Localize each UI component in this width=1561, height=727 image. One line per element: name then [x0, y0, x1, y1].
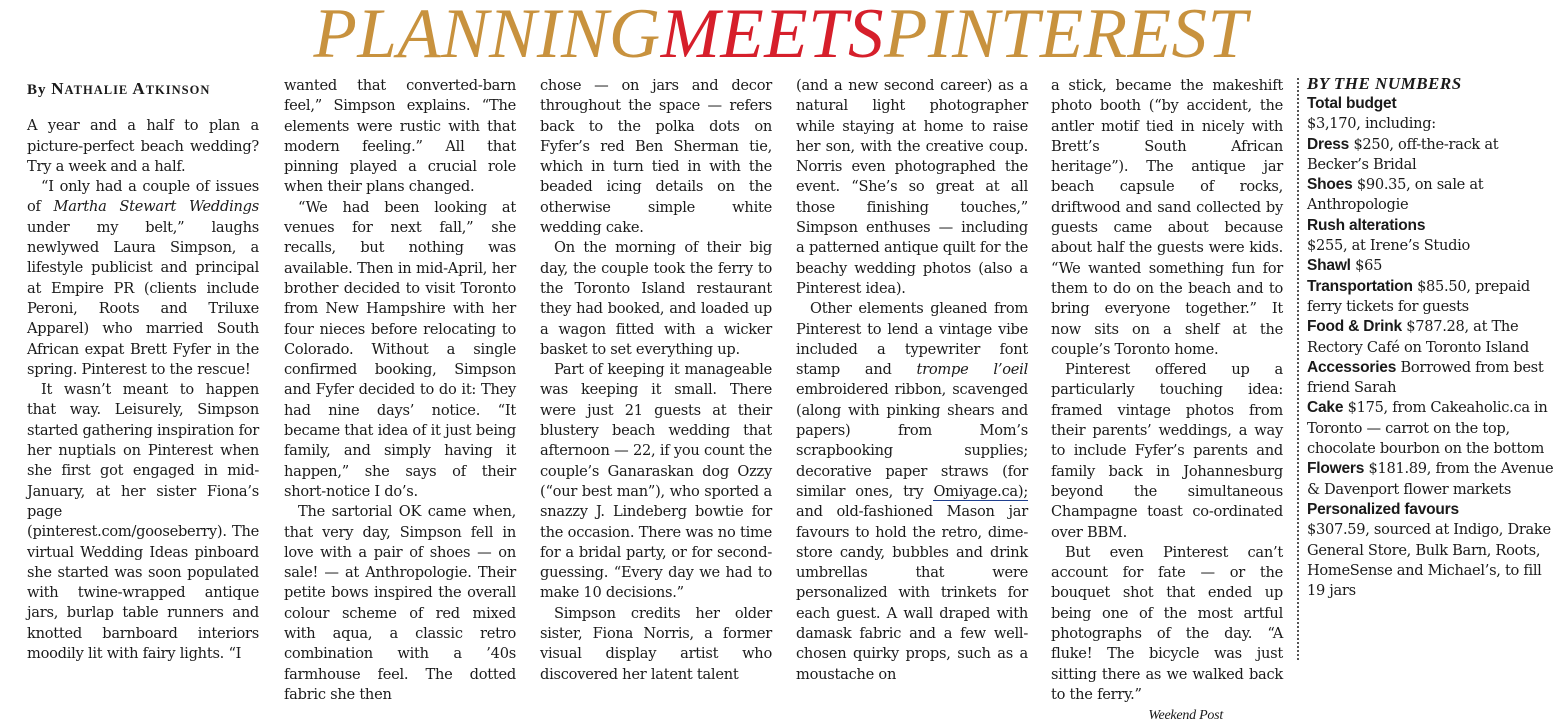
budget-item-shawl: Shawl $65	[1307, 257, 1383, 275]
article-column-4	[796, 76, 1028, 685]
paragraph: But even Pinterest can’t account for fate — or the bouquet shot that ended up being one of the most artful photographs of the day. “A fluke! The bicycle was just sitting there as we walked back to the ferry.”	[1051, 543, 1283, 703]
paragraph: The sartorial OK came when, that very day, Simpson fell in love with a pair of shoes — on sale! — at Anthropologie. Their petite bows inspired the overall colour scheme of red mixed with aqua, a classic retro combination with a ’40s farmhouse feel. The dotted fabric she then	[284, 503, 516, 703]
budget-item-accessories: Accessories Borrowed from best friend Sarah	[1307, 358, 1544, 397]
article-column-5	[1051, 76, 1283, 727]
budget-item-alterations: Rush alterations $255, at Irene’s Studio	[1307, 216, 1470, 255]
magazine-title: Martha Stewart Weddings	[53, 198, 260, 216]
paragraph: Part of keeping it manageable was keeping it small. There were just 21 guests at their blustery beach wedding that afternoon — 22, if you count the couple’s Ganaraskan dog Ozzy (“our best man”), who sported a snazzy J. Lindeberg bowtie for the occasion. There was no time for a bridal party, or for second-guessing. “Every day we had to make 10 decisions.”	[540, 361, 772, 602]
budget-item-cake: Cake $175, from Cakeaholic.ca in Toronto — carrot on the top, chocolate bourbon on the bottom	[1307, 399, 1548, 458]
source-credit: Weekend Post	[1148, 708, 1223, 724]
headline	[0, 0, 1561, 74]
article-column-1	[27, 76, 259, 664]
budget-item-favours: Personalized favours $307.59, sourced at Indigo, Drake General Store, Bulk Barn, Roots, HomeSense and Michael’s, to fill 19 jars	[1307, 500, 1551, 600]
paragraph: On the morning of their big day, the couple took the ferry to the Toronto Island restaurant they had booked, and loaded up a wagon fitted with a wicker basket to set everything up.	[540, 239, 772, 358]
byline-last-initial: A	[132, 79, 146, 98]
omiyage-link[interactable]: Omiyage.ca);	[933, 482, 1028, 500]
budget-item-shoes: Shoes $90.35, on sale at Anthropologie	[1307, 176, 1484, 214]
sidebar-divider	[1297, 78, 1299, 660]
headline-part-planning: PLANNING	[313, 0, 661, 73]
paragraph: wanted that converted-barn feel,” Simpson explains. “The elements were rustic with that modern feeling.” All that pinning played a crucial role when their plans changed.	[284, 77, 516, 196]
headline-part-pinterest: PINTEREST	[884, 0, 1248, 73]
paragraph: a stick, became the makeshift photo booth (“by accident, the antler motif tied in nicely with Brett’s South African heritage”). The antique jar beach capsule of rocks, driftwood and sand collected by guests came about because about half the guests were kids. “We wanted something fun for them to do on the beach and to bring everyone together.” It now sits on a shelf at the couple’s Toronto home.	[1051, 77, 1283, 358]
byline-first-rest: ATHALIE	[64, 83, 133, 97]
paragraph: (and a new second career) as a natural light photographer while staying at home to raise her son, with the creative coup. Norris even photographed the event. “She’s so great at all those finishing touches,” Simpson enthuses — including a patterned antique quilt for the beachy wedding photos (also a Pinterest idea).	[796, 77, 1028, 297]
article-column-3	[540, 76, 772, 685]
headline-part-meets: MEETS	[660, 0, 885, 73]
budget-item-total: Total budget $3,170, including:	[1307, 95, 1436, 133]
paragraph: It wasn’t meant to happen that way. Leisurely, Simpson started gathering inspiration for her nuptials on Pinterest when she first got engaged in mid-January, at her sister Fiona’s page (pinterest.com/gooseberry). The virtual Wedding Ideas pinboard she started was soon populated with twine-wrapped antique jars, burlap table runners and knotted barnboard interiors moodily lit with fairy lights. “I	[27, 381, 259, 663]
paragraph: Pinterest offered up a particularly touching idea: framed vintage photos from their parents’ weddings, a way to include Fyfer’s parents and family back in Johannesburg beyond the simultaneous Champagne toast co-ordinated over BBM.	[1051, 361, 1283, 541]
byline-prefix: By	[27, 82, 52, 98]
sidebar-list	[1307, 94, 1557, 601]
paragraph: Other elements gleaned from Pinterest to lend a vintage vibe included a typewriter font stamp and trompe l’oeil embroidered ribbon, scavenged (along with pinking shears and papers) from Mom’s scrapbooking supplies; decorative paper straws (for similar ones, try Omiyage.ca); and old-fashioned Mason jar favours to hold the retro, dime-store candy, bubbles and drink umbrellas that were personalized with trinkets for each guest. A wall draped with damask fabric and a few well-chosen quirky props, such as a moustache on	[796, 300, 1028, 683]
budget-item-dress: Dress $250, off-the-rack at Becker’s Bridal	[1307, 135, 1499, 173]
byline-last-rest: TKINSON	[145, 83, 211, 97]
paragraph: “I only had a couple of issues of Martha Stewart Weddings under my belt,” laughs newlywed Laura Simpson, a lifestyle publicist and principal at Empire PR (clients include Peroni, Roots and Triluxe Apparel) who married South African expat Brett Fyfer in the spring. Pinterest to the rescue!	[27, 178, 260, 378]
by-the-numbers-sidebar	[1307, 74, 1557, 601]
budget-item-food-drink: Food & Drink $787.28, at The Rectory Café on Toronto Island	[1307, 318, 1529, 356]
paragraph: chose — on jars and decor throughout the space — refers back to the polka dots on Fyfer’s red Ben Sherman tie, which in turn tied in with the beaded icing details on the otherwise simple white wedding cake.	[540, 77, 772, 237]
article-column-2	[284, 76, 516, 705]
budget-item-transportation: Transportation $85.50, prepaid ferry tickets for guests	[1307, 277, 1530, 315]
byline-first-initial: N	[51, 79, 65, 98]
paragraph: A year and a half to plan a picture-perfect beach wedding? Try a week and a half.	[27, 117, 259, 175]
emphasis-text: trompe l’oeil	[916, 361, 1028, 379]
sidebar-title: BY THE NUMBERS	[1307, 74, 1462, 93]
budget-item-flowers: Flowers $181.89, from the Avenue & Davenport flower markets	[1307, 460, 1554, 498]
paragraph: Simpson credits her older sister, Fiona Norris, a former visual display artist who discovered her latent talent	[540, 604, 772, 683]
byline	[27, 79, 259, 100]
paragraph: “We had been looking at venues for next fall,” she recalls, but nothing was available. Then in mid-April, her brother decided to visit Toronto from New Hampshire with her four nieces before relocating to Colorado. Without a single confirmed booking, Simpson and Fyfer decided to do it: They had nine days’ notice. “It became that idea of it just being family, and simply having it happen,” she says of their short-notice I do’s.	[284, 198, 516, 500]
